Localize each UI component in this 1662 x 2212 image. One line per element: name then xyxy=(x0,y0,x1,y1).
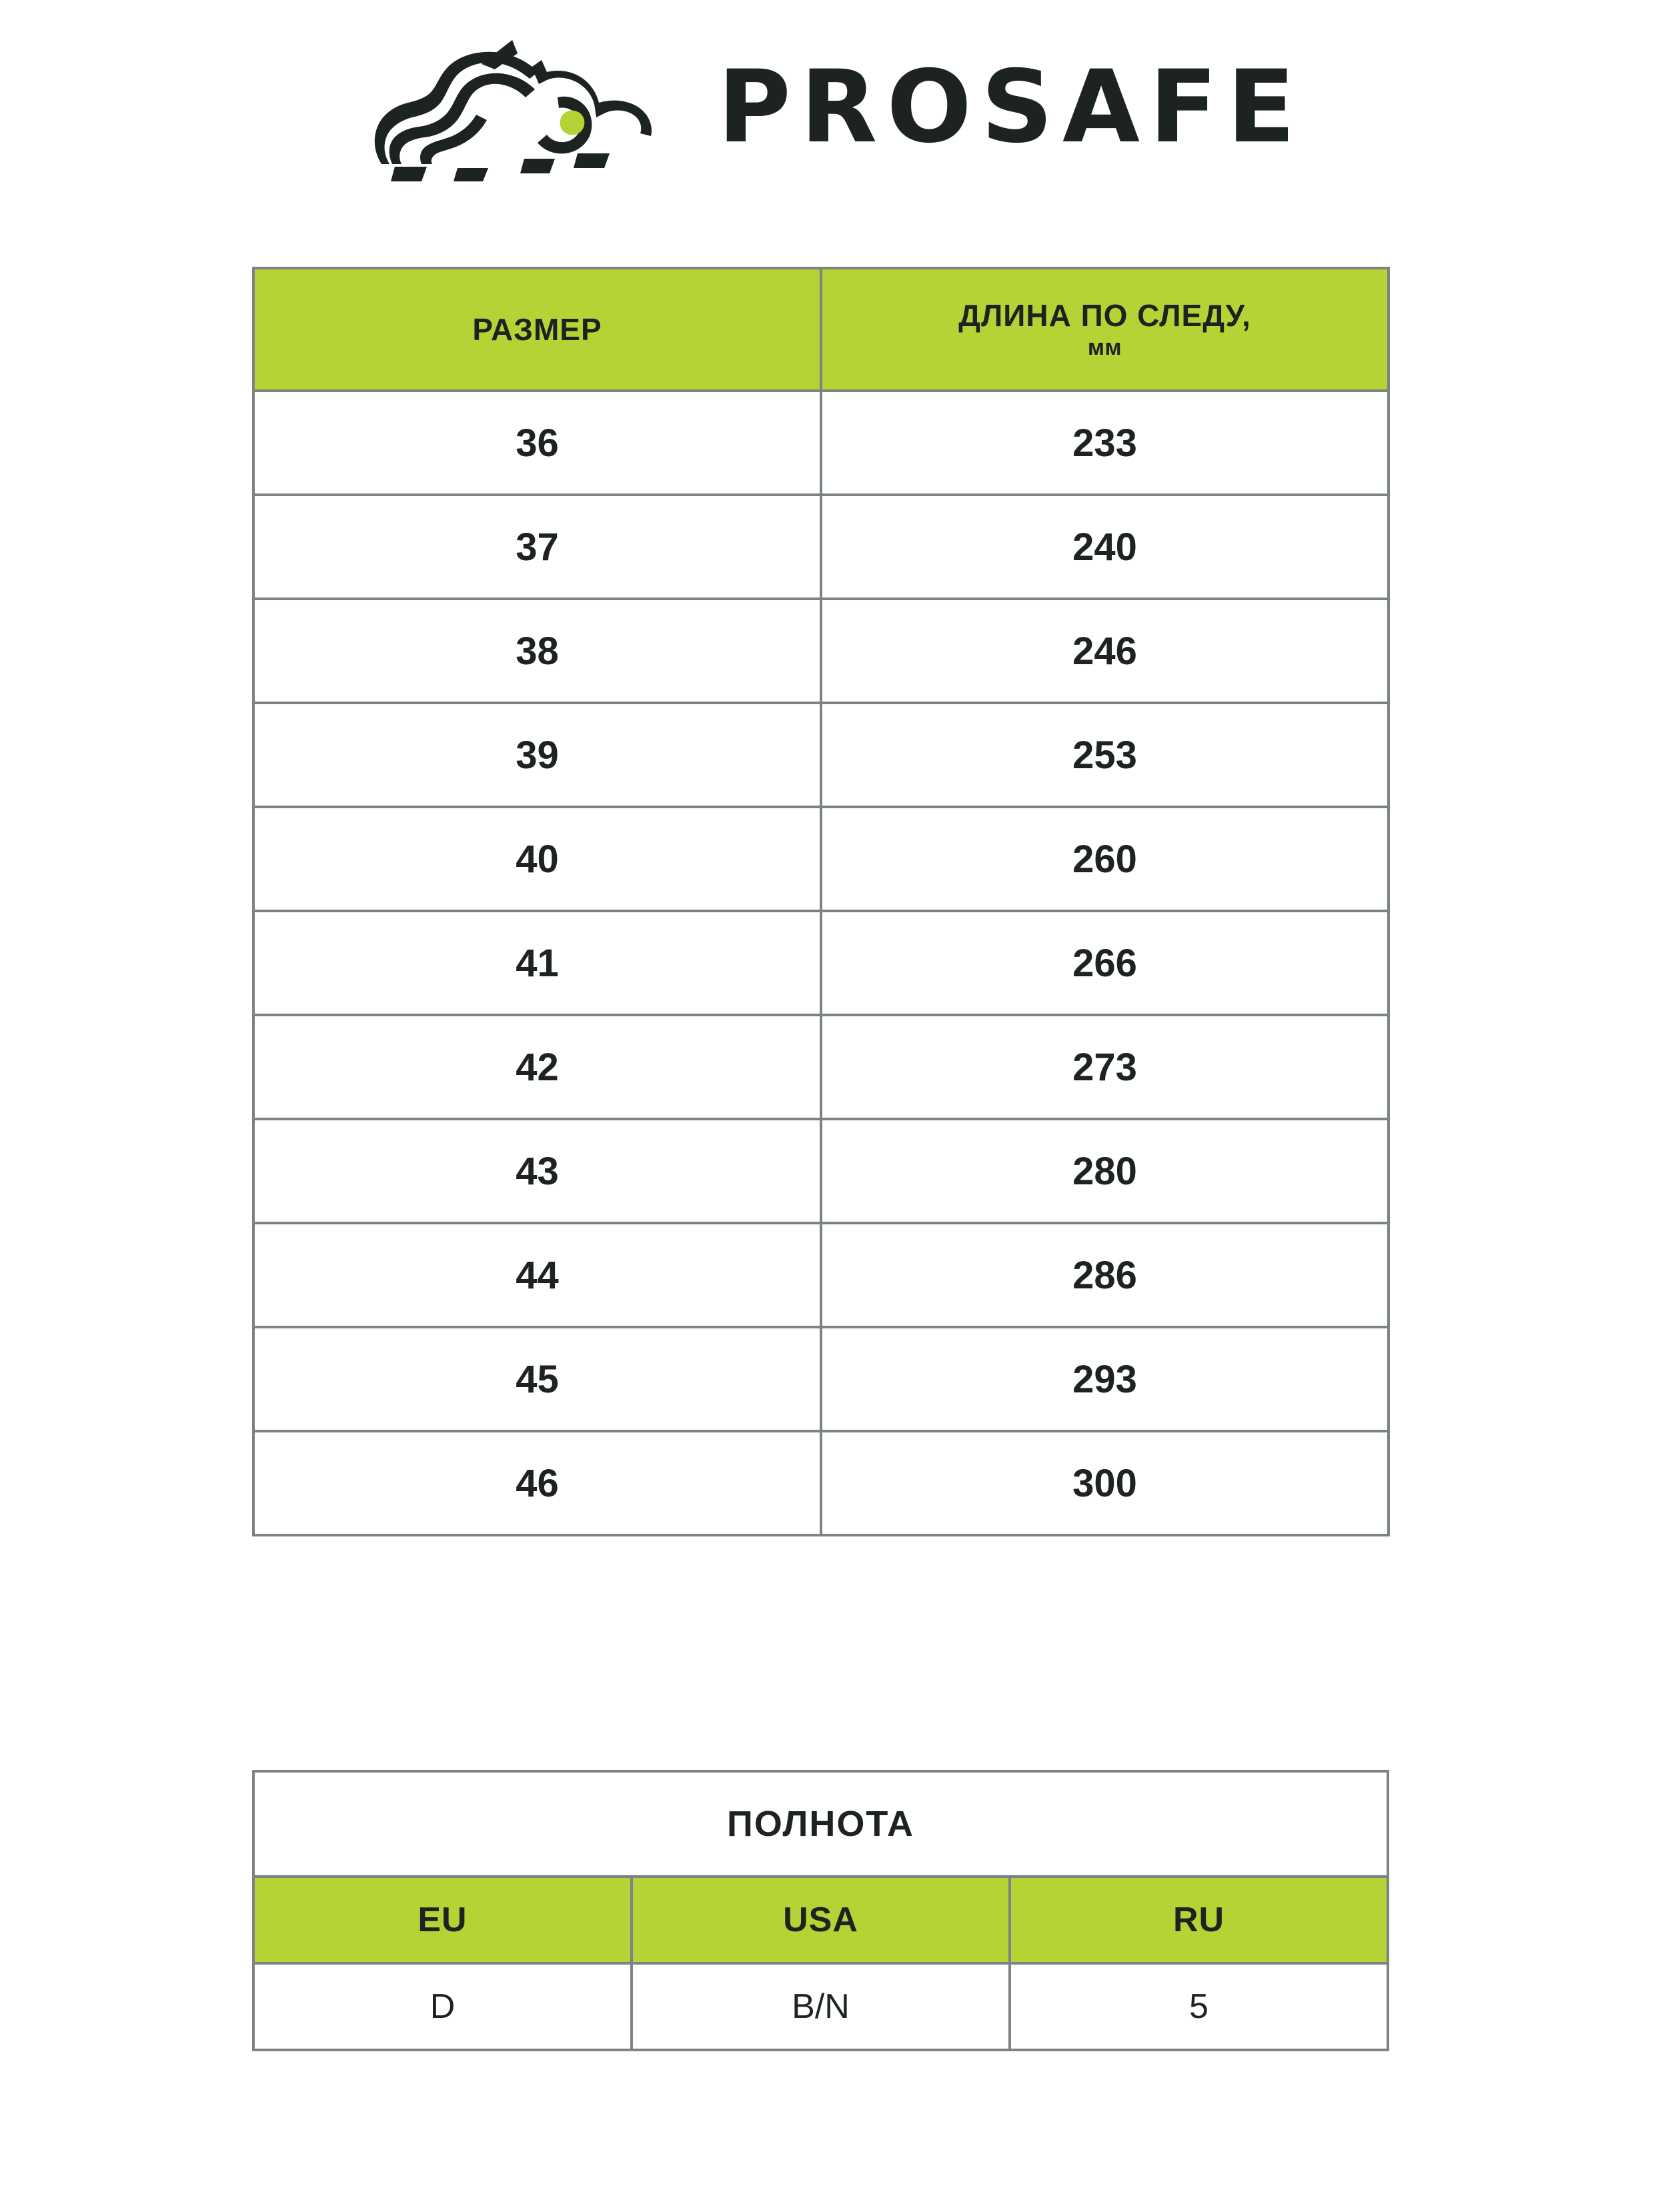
column-header-length-unit: мм xyxy=(1087,334,1122,360)
width-header-eu: EU xyxy=(253,1877,632,1963)
brand-header xyxy=(0,27,1662,193)
cell-size: 39 xyxy=(253,703,821,807)
cell-length: 300 xyxy=(821,1431,1389,1535)
width-header-ru: RU xyxy=(1010,1877,1388,1963)
size-length-table xyxy=(252,267,1390,1536)
width-table-title-row xyxy=(253,1771,1388,1877)
cell-size: 37 xyxy=(253,495,821,599)
cell-size: 46 xyxy=(253,1431,821,1535)
cell-size: 40 xyxy=(253,807,821,911)
cell-length: 286 xyxy=(821,1223,1389,1327)
cell-length: 233 xyxy=(821,391,1389,495)
cell-length: 266 xyxy=(821,911,1389,1015)
table-row xyxy=(253,495,1389,599)
width-table-value-row xyxy=(253,1963,1388,2050)
table-row xyxy=(253,807,1389,911)
cell-length: 293 xyxy=(821,1327,1389,1431)
cell-size: 41 xyxy=(253,911,821,1015)
cell-size: 45 xyxy=(253,1327,821,1431)
width-table-title: ПОЛНОТА xyxy=(253,1771,1388,1877)
cell-length: 246 xyxy=(821,599,1389,703)
width-value-ru: 5 xyxy=(1010,1963,1388,2050)
cell-size: 36 xyxy=(253,391,821,495)
width-table-header-row xyxy=(253,1877,1388,1963)
table-row xyxy=(253,1431,1389,1535)
cell-length: 253 xyxy=(821,703,1389,807)
rhino-logo-icon xyxy=(357,33,678,187)
table-header-row xyxy=(253,268,1389,391)
brand-wordmark: PROSAFE xyxy=(717,49,1305,165)
width-header-usa: USA xyxy=(632,1877,1010,1963)
cell-size: 43 xyxy=(253,1119,821,1223)
table-row xyxy=(253,1327,1389,1431)
cell-length: 260 xyxy=(821,807,1389,911)
table-row xyxy=(253,391,1389,495)
cell-length: 280 xyxy=(821,1119,1389,1223)
column-header-length xyxy=(821,268,1389,391)
table-row xyxy=(253,1015,1389,1119)
cell-length: 273 xyxy=(821,1015,1389,1119)
cell-size: 38 xyxy=(253,599,821,703)
width-table xyxy=(252,1770,1389,2051)
table-row xyxy=(253,599,1389,703)
width-value-usa: B/N xyxy=(632,1963,1010,2050)
table-row xyxy=(253,1119,1389,1223)
table-row xyxy=(253,1223,1389,1327)
cell-size: 44 xyxy=(253,1223,821,1327)
cell-length: 240 xyxy=(821,495,1389,599)
column-header-length-main: ДЛИНА ПО СЛЕДУ, xyxy=(958,298,1251,333)
column-header-size: РАЗМЕР xyxy=(253,268,821,391)
table-row xyxy=(253,703,1389,807)
cell-size: 42 xyxy=(253,1015,821,1119)
width-value-eu: D xyxy=(253,1963,632,2050)
table-row xyxy=(253,911,1389,1015)
